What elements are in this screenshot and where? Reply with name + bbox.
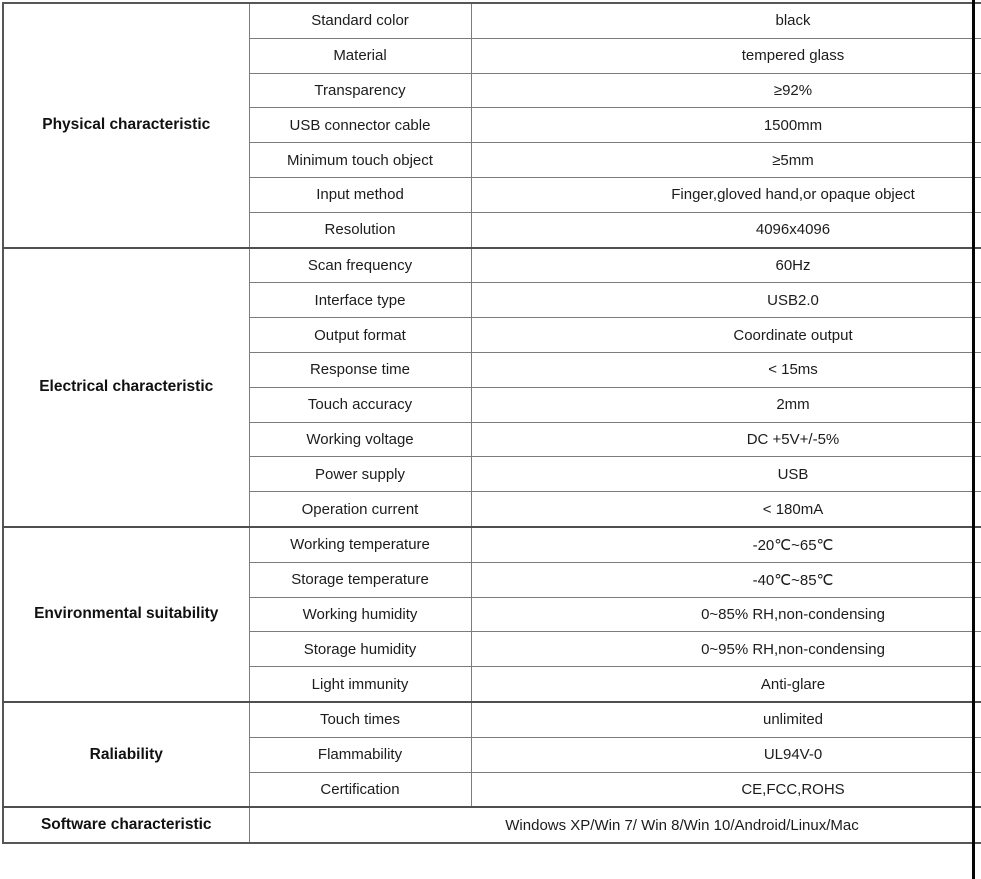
- spec-value-cell: black: [471, 3, 981, 38]
- spec-label-cell: Touch times: [249, 702, 471, 737]
- spec-value-cell: 60Hz: [471, 248, 981, 283]
- spec-value-cell: USB: [471, 457, 981, 492]
- spec-label-cell: Material: [249, 38, 471, 73]
- spec-value-cell: 2mm: [471, 387, 981, 422]
- spec-label-cell: Input method: [249, 177, 471, 212]
- spec-value-cell: -20℃~65℃: [471, 527, 981, 562]
- spec-label-cell: Output format: [249, 318, 471, 353]
- spec-value-cell: < 180mA: [471, 492, 981, 527]
- spec-value-cell: ≥5mm: [471, 143, 981, 178]
- spec-value-cell: 4096x4096: [471, 212, 981, 247]
- category-cell: Raliability: [3, 702, 249, 807]
- spec-label-cell: Operation current: [249, 492, 471, 527]
- table-row: [3, 527, 981, 562]
- category-cell: Electrical characteristic: [3, 248, 249, 527]
- spec-value-cell: UL94V-0: [471, 737, 981, 772]
- spec-label-cell: Resolution: [249, 212, 471, 247]
- spec-label-cell: Certification: [249, 772, 471, 807]
- spec-label-cell: Interface type: [249, 283, 471, 318]
- table-row: [3, 702, 981, 737]
- spec-value-cell: USB2.0: [471, 283, 981, 318]
- spec-label-cell: Working humidity: [249, 597, 471, 632]
- spec-label-cell: Scan frequency: [249, 248, 471, 283]
- spec-value-cell: Finger,gloved hand,or opaque object: [471, 177, 981, 212]
- spec-value-cell: Windows XP/Win 7/ Win 8/Win 10/Android/Linux/Mac: [249, 807, 981, 843]
- table-row: [3, 3, 981, 38]
- spec-value-cell: Anti-glare: [471, 667, 981, 702]
- spec-label-cell: Storage humidity: [249, 632, 471, 667]
- page-edge-line: [972, 0, 975, 879]
- table-row: [3, 248, 981, 283]
- spec-label-cell: USB connector cable: [249, 108, 471, 143]
- spec-label-cell: Flammability: [249, 737, 471, 772]
- spec-label-cell: Working voltage: [249, 422, 471, 457]
- spec-value-cell: 1500mm: [471, 108, 981, 143]
- category-cell: Physical characteristic: [3, 3, 249, 248]
- spec-value-cell: 0~85% RH,non-condensing: [471, 597, 981, 632]
- specification-table: [2, 2, 981, 844]
- spec-value-cell: 0~95% RH,non-condensing: [471, 632, 981, 667]
- spec-label-cell: Light immunity: [249, 667, 471, 702]
- spec-label-cell: Response time: [249, 352, 471, 387]
- spec-label-cell: Working temperature: [249, 527, 471, 562]
- spec-value-cell: tempered glass: [471, 38, 981, 73]
- spec-value-cell: unlimited: [471, 702, 981, 737]
- table-row: [3, 807, 981, 843]
- category-cell: Environmental suitability: [3, 527, 249, 702]
- spec-value-cell: -40℃~85℃: [471, 562, 981, 597]
- spec-label-cell: Standard color: [249, 3, 471, 38]
- spec-label-cell: Touch accuracy: [249, 387, 471, 422]
- spec-label-cell: Minimum touch object: [249, 143, 471, 178]
- spec-label-cell: Power supply: [249, 457, 471, 492]
- category-cell: Software characteristic: [3, 807, 249, 843]
- spec-label-cell: Transparency: [249, 73, 471, 108]
- spec-value-cell: Coordinate output: [471, 318, 981, 353]
- spec-value-cell: CE,FCC,ROHS: [471, 772, 981, 807]
- spec-value-cell: < 15ms: [471, 352, 981, 387]
- spec-label-cell: Storage temperature: [249, 562, 471, 597]
- spec-value-cell: DC +5V+/-5%: [471, 422, 981, 457]
- spec-value-cell: ≥92%: [471, 73, 981, 108]
